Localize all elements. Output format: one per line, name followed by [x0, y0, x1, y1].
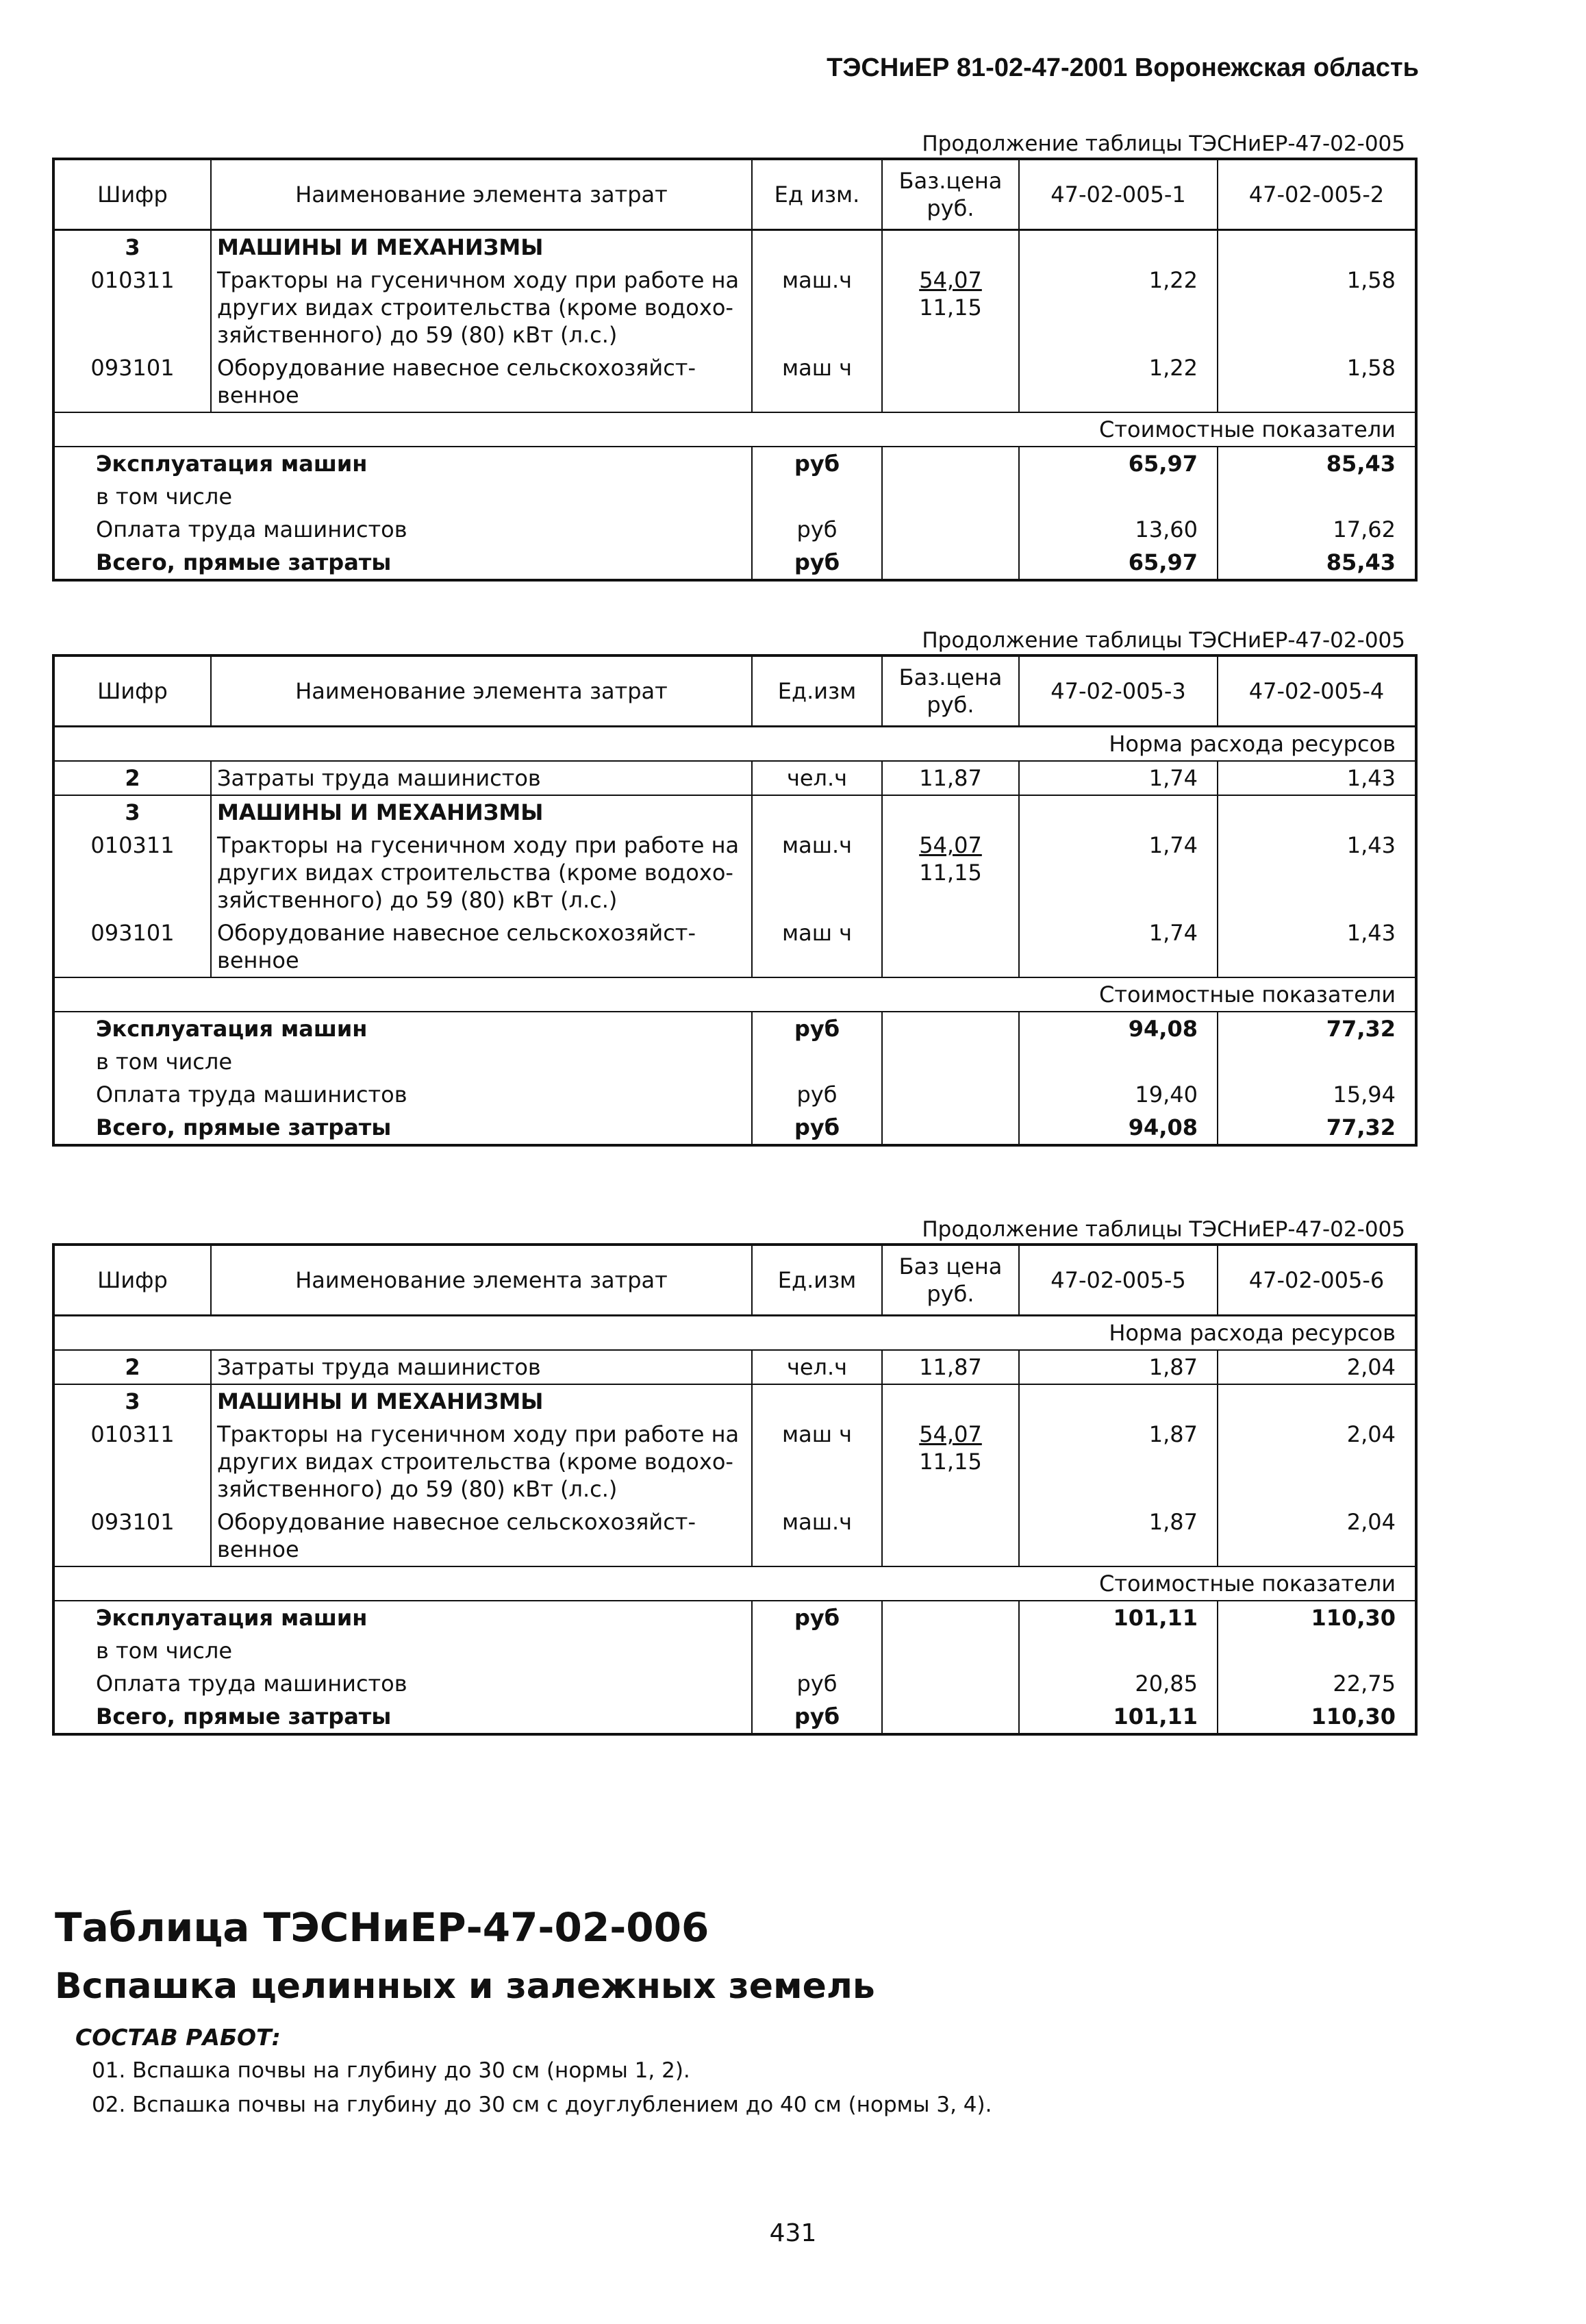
- col-header-price: Баз.цена руб.: [882, 655, 1019, 727]
- cost-table: [52, 1243, 1418, 1736]
- col-header-name: Наименование элемента затрат: [211, 1245, 752, 1316]
- row-code: 3: [53, 1384, 211, 1418]
- col-header-norm-1: 47-02-005-1: [1019, 159, 1218, 230]
- cost-row: [53, 1601, 1416, 1634]
- col-header-unit: Ед.изм: [752, 1245, 882, 1316]
- cost-empty: [882, 546, 1019, 580]
- row-name: МАШИНЫ И МЕХАНИЗМЫ: [211, 230, 752, 264]
- table-header-row: [53, 655, 1416, 727]
- cost-empty: [882, 1634, 1019, 1667]
- table-caption: Продолжение таблицы ТЭСНиЕР-47-02-005: [922, 628, 1405, 653]
- row-value-2: [1218, 795, 1416, 829]
- cost-empty: [882, 1111, 1019, 1145]
- section-label-row: [53, 1566, 1416, 1601]
- cost-name: Всего, прямые затраты: [53, 1700, 752, 1734]
- cost-unit: [752, 480, 882, 513]
- table-header-row: [53, 1245, 1416, 1316]
- row-value-2: [1218, 230, 1416, 264]
- page-number: 431: [769, 2219, 817, 2247]
- row-name: Тракторы на гусеничном ходу при работе на других видах строительства (кроме водохо-зяйственного) до 59 (80) кВт (л.с.): [211, 829, 752, 916]
- row-value-2: 1,43: [1346, 832, 1396, 858]
- cost-value-2: 110,30: [1311, 1605, 1396, 1631]
- row-unit: маш.ч: [752, 829, 882, 916]
- row-price: [882, 829, 1019, 916]
- cost-empty: [882, 447, 1019, 480]
- row-value-2: 2,04: [1346, 1421, 1396, 1447]
- row-value-2: 2,04: [1346, 1509, 1396, 1535]
- table-row: [53, 1418, 1416, 1505]
- row-value-1: 1,87: [1019, 1350, 1218, 1384]
- row-value-2: 1,43: [1346, 920, 1396, 946]
- row-value-1: 1,87: [1019, 1505, 1218, 1566]
- cost-value-1: 94,08: [1019, 1111, 1218, 1145]
- cost-empty: [882, 1700, 1019, 1734]
- table-row: [53, 230, 1416, 264]
- row-price: [882, 1505, 1019, 1566]
- table-row: [53, 829, 1416, 916]
- cost-value-1: 65,97: [1019, 447, 1218, 480]
- row-unit: [752, 1384, 882, 1418]
- cost-empty: [882, 1667, 1019, 1700]
- cost-name: Всего, прямые затраты: [53, 1111, 752, 1145]
- row-price: [882, 1384, 1019, 1418]
- row-price: [882, 1418, 1019, 1505]
- row-value-1: 1,22: [1019, 351, 1218, 412]
- cost-value-2: 85,43: [1326, 451, 1396, 477]
- cost-unit: руб: [752, 1700, 882, 1734]
- col-header-price: Баз цена руб.: [882, 1245, 1019, 1316]
- row-value-2: 2,04: [1346, 1354, 1396, 1380]
- row-unit: чел.ч: [752, 761, 882, 795]
- col-header-norm-2: 47-02-005-2: [1218, 159, 1416, 230]
- cost-section-label: Стоимостные показатели: [53, 1566, 1416, 1601]
- row-name: МАШИНЫ И МЕХАНИЗМЫ: [211, 795, 752, 829]
- cost-value-2: 15,94: [1333, 1082, 1396, 1108]
- cost-name: в том числе: [53, 1045, 752, 1078]
- price-base: 54,07: [919, 832, 982, 858]
- price-base: 54,07: [919, 1421, 982, 1447]
- cost-value-2: [1218, 1634, 1416, 1667]
- cost-row: [53, 447, 1416, 480]
- cost-name: в том числе: [53, 480, 752, 513]
- norm-section-label: Норма расхода ресурсов: [53, 1316, 1416, 1351]
- cost-empty: [882, 1601, 1019, 1634]
- section-subtitle: Вспашка целинных и залежных земель: [55, 1966, 875, 2007]
- col-header-unit: Ед.изм: [752, 655, 882, 727]
- cost-value-1: [1019, 1634, 1218, 1667]
- row-code: 093101: [53, 1505, 211, 1566]
- table-block-2: [52, 627, 1415, 1147]
- cost-name: Эксплуатация машин: [53, 1601, 752, 1634]
- row-code: 3: [53, 230, 211, 264]
- row-price: 11,87: [882, 1350, 1019, 1384]
- row-code: 010311: [53, 829, 211, 916]
- cost-value-2: [1218, 1045, 1416, 1078]
- cost-row: [53, 1045, 1416, 1078]
- cost-row: [53, 513, 1416, 546]
- row-unit: маш.ч: [752, 264, 882, 351]
- price-base: 54,07: [919, 267, 982, 293]
- cost-value-2: 85,43: [1326, 549, 1396, 575]
- row-code: 2: [53, 1350, 211, 1384]
- works-label: СОСТАВ РАБОТ:: [75, 2024, 281, 2051]
- cost-value-1: 94,08: [1019, 1012, 1218, 1045]
- cost-empty: [882, 1012, 1019, 1045]
- row-value-1: 1,22: [1019, 264, 1218, 351]
- norm-section-label: Норма расхода ресурсов: [53, 727, 1416, 762]
- section-label-row: [53, 977, 1416, 1012]
- col-header-name: Наименование элемента затрат: [211, 655, 752, 727]
- col-header-norm-1: 47-02-005-3: [1019, 655, 1218, 727]
- row-value-1: [1019, 1384, 1218, 1418]
- col-header-price: Баз.цена руб.: [882, 159, 1019, 230]
- row-code: 010311: [53, 1418, 211, 1505]
- cost-section-label: Стоимостные показатели: [53, 977, 1416, 1012]
- price-labor: 11,15: [919, 1449, 982, 1475]
- labor-row: [53, 1350, 1416, 1384]
- row-value-1: 1,87: [1019, 1418, 1218, 1505]
- row-unit: маш ч: [752, 1418, 882, 1505]
- table-caption: Продолжение таблицы ТЭСНиЕР-47-02-005: [922, 132, 1405, 156]
- row-unit: маш ч: [752, 351, 882, 412]
- cost-value-2: 22,75: [1333, 1671, 1396, 1697]
- row-unit: чел.ч: [752, 1350, 882, 1384]
- cost-value-1: 19,40: [1019, 1078, 1218, 1111]
- row-value-2: 1,43: [1346, 765, 1396, 791]
- cost-row: [53, 1634, 1416, 1667]
- cost-unit: [752, 1634, 882, 1667]
- section-label-row: [53, 1316, 1416, 1351]
- row-code: 093101: [53, 351, 211, 412]
- labor-row: [53, 761, 1416, 795]
- cost-value-2: 77,32: [1326, 1016, 1396, 1042]
- col-header-code: Шифр: [53, 159, 211, 230]
- cost-table: [52, 654, 1418, 1147]
- document-header: ТЭСНиЕР 81-02-47-2001 Воронежская область: [827, 53, 1419, 82]
- row-code: 093101: [53, 916, 211, 977]
- cost-name: Оплата труда машинистов: [53, 1667, 752, 1700]
- cost-row: [53, 546, 1416, 580]
- row-value-2: [1218, 1384, 1416, 1418]
- row-value-2: 1,58: [1346, 355, 1396, 381]
- cost-unit: руб: [752, 1012, 882, 1045]
- row-code: 3: [53, 795, 211, 829]
- cost-row: [53, 1078, 1416, 1111]
- row-unit: [752, 230, 882, 264]
- row-name: МАШИНЫ И МЕХАНИЗМЫ: [211, 1384, 752, 1418]
- row-price: [882, 264, 1019, 351]
- cost-name: Оплата труда машинистов: [53, 1078, 752, 1111]
- row-name: Тракторы на гусеничном ходу при работе на других видах строительства (кроме водохо-зяйственного) до 59 (80) кВт (л.с.): [211, 264, 752, 351]
- col-header-code: Шифр: [53, 1245, 211, 1316]
- col-header-norm-1: 47-02-005-5: [1019, 1245, 1218, 1316]
- row-name: Затраты труда машинистов: [211, 761, 752, 795]
- row-price: [882, 230, 1019, 264]
- col-header-norm-2: 47-02-005-6: [1218, 1245, 1416, 1316]
- row-unit: маш.ч: [752, 1505, 882, 1566]
- cost-value-2: 110,30: [1311, 1703, 1396, 1729]
- table-row: [53, 351, 1416, 412]
- section-title: Таблица ТЭСНиЕР-47-02-006: [55, 1904, 709, 1951]
- cost-unit: руб: [752, 513, 882, 546]
- cost-value-2: [1218, 480, 1416, 513]
- row-name: Затраты труда машинистов: [211, 1350, 752, 1384]
- col-header-name: Наименование элемента затрат: [211, 159, 752, 230]
- table-caption: Продолжение таблицы ТЭСНиЕР-47-02-005: [922, 1217, 1405, 1242]
- table-row: [53, 916, 1416, 977]
- cost-name: Оплата труда машинистов: [53, 513, 752, 546]
- cost-table: [52, 158, 1418, 582]
- work-item: 02. Вспашка почвы на глубину до 30 см с доуглублением до 40 см (нормы 3, 4).: [92, 2092, 992, 2117]
- row-price: [882, 916, 1019, 977]
- section-label-row: [53, 412, 1416, 447]
- section-label-row: [53, 727, 1416, 762]
- row-value-2: 1,58: [1346, 267, 1396, 293]
- cost-name: Эксплуатация машин: [53, 1012, 752, 1045]
- cost-value-2: 77,32: [1326, 1114, 1396, 1140]
- cost-value-1: 101,11: [1019, 1601, 1218, 1634]
- col-header-code: Шифр: [53, 655, 211, 727]
- cost-value-1: 65,97: [1019, 546, 1218, 580]
- cost-name: Эксплуатация машин: [53, 447, 752, 480]
- cost-unit: руб: [752, 1601, 882, 1634]
- cost-unit: [752, 1045, 882, 1078]
- cost-row: [53, 1700, 1416, 1734]
- cost-unit: руб: [752, 546, 882, 580]
- cost-empty: [882, 480, 1019, 513]
- row-unit: [752, 795, 882, 829]
- row-unit: маш ч: [752, 916, 882, 977]
- row-name: Оборудование навесное сельскохозяйст-венное: [211, 351, 752, 412]
- table-block-1: [52, 130, 1415, 582]
- cost-empty: [882, 1078, 1019, 1111]
- cost-unit: руб: [752, 447, 882, 480]
- cost-value-1: [1019, 480, 1218, 513]
- cost-empty: [882, 513, 1019, 546]
- row-code: 010311: [53, 264, 211, 351]
- cost-value-1: [1019, 1045, 1218, 1078]
- cost-unit: руб: [752, 1111, 882, 1145]
- row-price: [882, 351, 1019, 412]
- cost-name: в том числе: [53, 1634, 752, 1667]
- cost-row: [53, 1667, 1416, 1700]
- work-item: 01. Вспашка почвы на глубину до 30 см (нормы 1, 2).: [92, 2058, 690, 2083]
- cost-value-1: 20,85: [1019, 1667, 1218, 1700]
- table-row: [53, 264, 1416, 351]
- row-value-1: 1,74: [1019, 829, 1218, 916]
- row-code: 2: [53, 761, 211, 795]
- cost-empty: [882, 1045, 1019, 1078]
- col-header-norm-2: 47-02-005-4: [1218, 655, 1416, 727]
- cost-value-1: 13,60: [1019, 513, 1218, 546]
- price-labor: 11,15: [919, 295, 982, 321]
- cost-section-label: Стоимостные показатели: [53, 412, 1416, 447]
- row-name: Оборудование навесное сельскохозяйст-венное: [211, 916, 752, 977]
- row-price: [882, 795, 1019, 829]
- price-labor: 11,15: [919, 860, 982, 886]
- cost-unit: руб: [752, 1667, 882, 1700]
- row-name: Тракторы на гусеничном ходу при работе на других видах строительства (кроме водохо-зяйственного) до 59 (80) кВт (л.с.): [211, 1418, 752, 1505]
- row-value-1: [1019, 795, 1218, 829]
- table-row: [53, 795, 1416, 829]
- row-value-1: [1019, 230, 1218, 264]
- cost-unit: руб: [752, 1078, 882, 1111]
- cost-row: [53, 1012, 1416, 1045]
- table-row: [53, 1384, 1416, 1418]
- cost-row: [53, 1111, 1416, 1145]
- cost-value-1: 101,11: [1019, 1700, 1218, 1734]
- row-name: Оборудование навесное сельскохозяйст-венное: [211, 1505, 752, 1566]
- table-block-3: [52, 1216, 1415, 1736]
- row-price: 11,87: [882, 761, 1019, 795]
- row-value-1: 1,74: [1019, 761, 1218, 795]
- col-header-unit: Ед изм.: [752, 159, 882, 230]
- cost-value-2: 17,62: [1333, 516, 1396, 542]
- cost-row: [53, 480, 1416, 513]
- table-row: [53, 1505, 1416, 1566]
- table-header-row: [53, 159, 1416, 230]
- row-value-1: 1,74: [1019, 916, 1218, 977]
- cost-name: Всего, прямые затраты: [53, 546, 752, 580]
